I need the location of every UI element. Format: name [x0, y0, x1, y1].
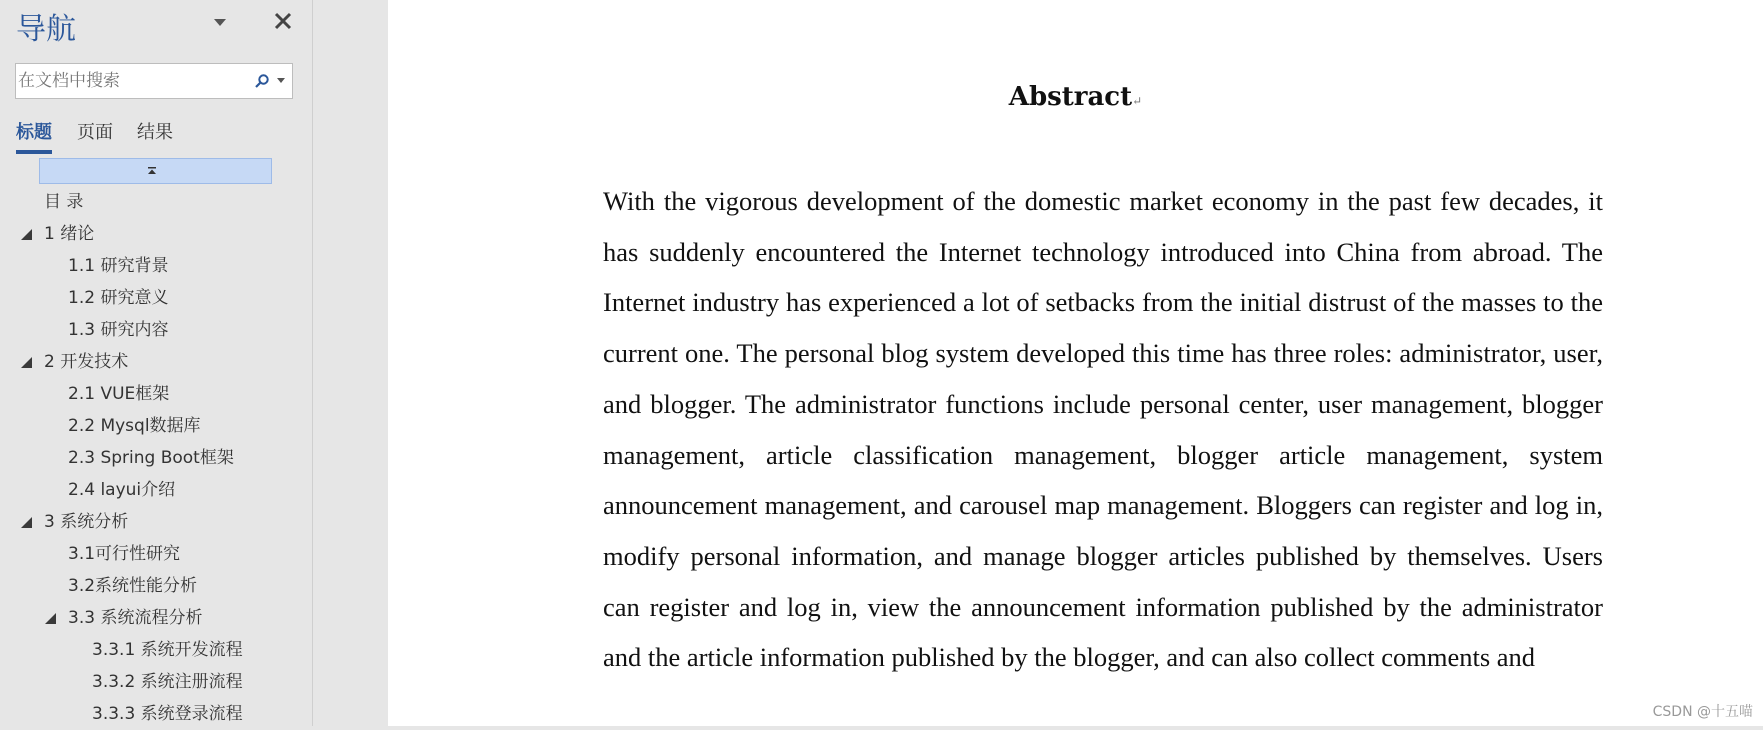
close-icon[interactable]: [272, 10, 294, 32]
nav-heading-item[interactable]: [0, 378, 312, 410]
nav-heading-label: 1.1 研究背景: [68, 256, 169, 276]
nav-heading-label: 2.2 Mysql数据库: [68, 416, 201, 436]
scroll-up-bar[interactable]: [39, 158, 272, 184]
nav-heading-label: 3.3.1 系统开发流程: [92, 640, 243, 660]
nav-heading-label: 1.2 研究意义: [68, 288, 169, 308]
search-icon[interactable]: [254, 73, 270, 89]
nav-heading-item[interactable]: [0, 442, 312, 474]
expand-triangle-icon[interactable]: [21, 229, 32, 240]
nav-title: 导航: [16, 12, 76, 47]
nav-heading-item[interactable]: [0, 282, 312, 314]
nav-heading-item[interactable]: [0, 538, 312, 570]
nav-heading-item[interactable]: [0, 506, 312, 538]
navigation-pane: [0, 0, 313, 726]
nav-heading-label: 3.3.2 系统注册流程: [92, 672, 243, 692]
nav-heading-item[interactable]: [0, 698, 312, 730]
nav-heading-label: 1 绪论: [44, 224, 95, 244]
search-options-chevron-icon[interactable]: [277, 78, 285, 84]
tab-headings[interactable]: 标题: [16, 118, 52, 154]
expand-triangle-icon[interactable]: [21, 517, 32, 528]
nav-heading-item[interactable]: [0, 474, 312, 506]
tab-results[interactable]: 结果: [137, 122, 173, 143]
nav-heading-label: 3.2系统性能分析: [68, 576, 198, 596]
abstract-heading-text: Abstract: [1008, 82, 1133, 112]
watermark: CSDN @十五喵: [1652, 704, 1753, 720]
nav-heading-label: 3.1可行性研究: [68, 544, 181, 564]
abstract-heading: [388, 82, 1763, 112]
abstract-body: With the vigorous development of the domestic market economy in the past few decades, it has suddenly encountered the Internet technology introduced into China from abroad. The Internet industry has experienced a lot of setbacks from the initial distrust of the masses to the current one. The personal blog system developed this time has three roles: administrator, user, and blogger. The administrator functions include personal center, user management, blogger management, article classification management, blogger article management, system announcement management, and carousel map management. Bloggers can register and log in, modify personal information, and manage blogger articles published by themselves. Users can register and log in, view the announcement information published by the administrator and the article information published by the blogger, and can also collect comments and: [603, 186, 1603, 673]
nav-heading-label: 2.4 layui介绍: [68, 480, 176, 500]
heading-tree: [0, 186, 312, 730]
paragraph-mark: ↵: [1132, 94, 1143, 108]
nav-heading-label: 3.3.3 系统登录流程: [92, 704, 243, 724]
nav-heading-label: 目 录: [44, 192, 84, 212]
nav-heading-label: 2.1 VUE框架: [68, 384, 170, 404]
nav-heading-item[interactable]: [0, 250, 312, 282]
collapse-up-icon: [148, 167, 156, 175]
nav-heading-item[interactable]: [0, 314, 312, 346]
search-input[interactable]: [18, 64, 248, 98]
nav-heading-item[interactable]: [0, 410, 312, 442]
nav-heading-item[interactable]: [0, 218, 312, 250]
nav-heading-item[interactable]: [0, 666, 312, 698]
tab-pages[interactable]: 页面: [77, 122, 113, 143]
nav-heading-item[interactable]: [0, 570, 312, 602]
document-margin: [313, 0, 388, 726]
nav-heading-label: 2 开发技术: [44, 352, 129, 372]
nav-heading-label: 3.3 系统流程分析: [68, 608, 203, 628]
nav-heading-label: 1.3 研究内容: [68, 320, 169, 340]
nav-heading-item[interactable]: [0, 634, 312, 666]
nav-heading-item[interactable]: [0, 186, 312, 218]
expand-triangle-icon[interactable]: [21, 357, 32, 368]
nav-heading-item[interactable]: [0, 602, 312, 634]
nav-heading-item[interactable]: [0, 346, 312, 378]
expand-triangle-icon[interactable]: [45, 613, 56, 624]
document-page[interactable]: [388, 0, 1763, 726]
chevron-down-icon[interactable]: [212, 14, 228, 30]
nav-heading-label: 2.3 Spring Boot框架: [68, 448, 234, 468]
search-box: [15, 63, 293, 99]
nav-heading-label: 3 系统分析: [44, 512, 129, 532]
